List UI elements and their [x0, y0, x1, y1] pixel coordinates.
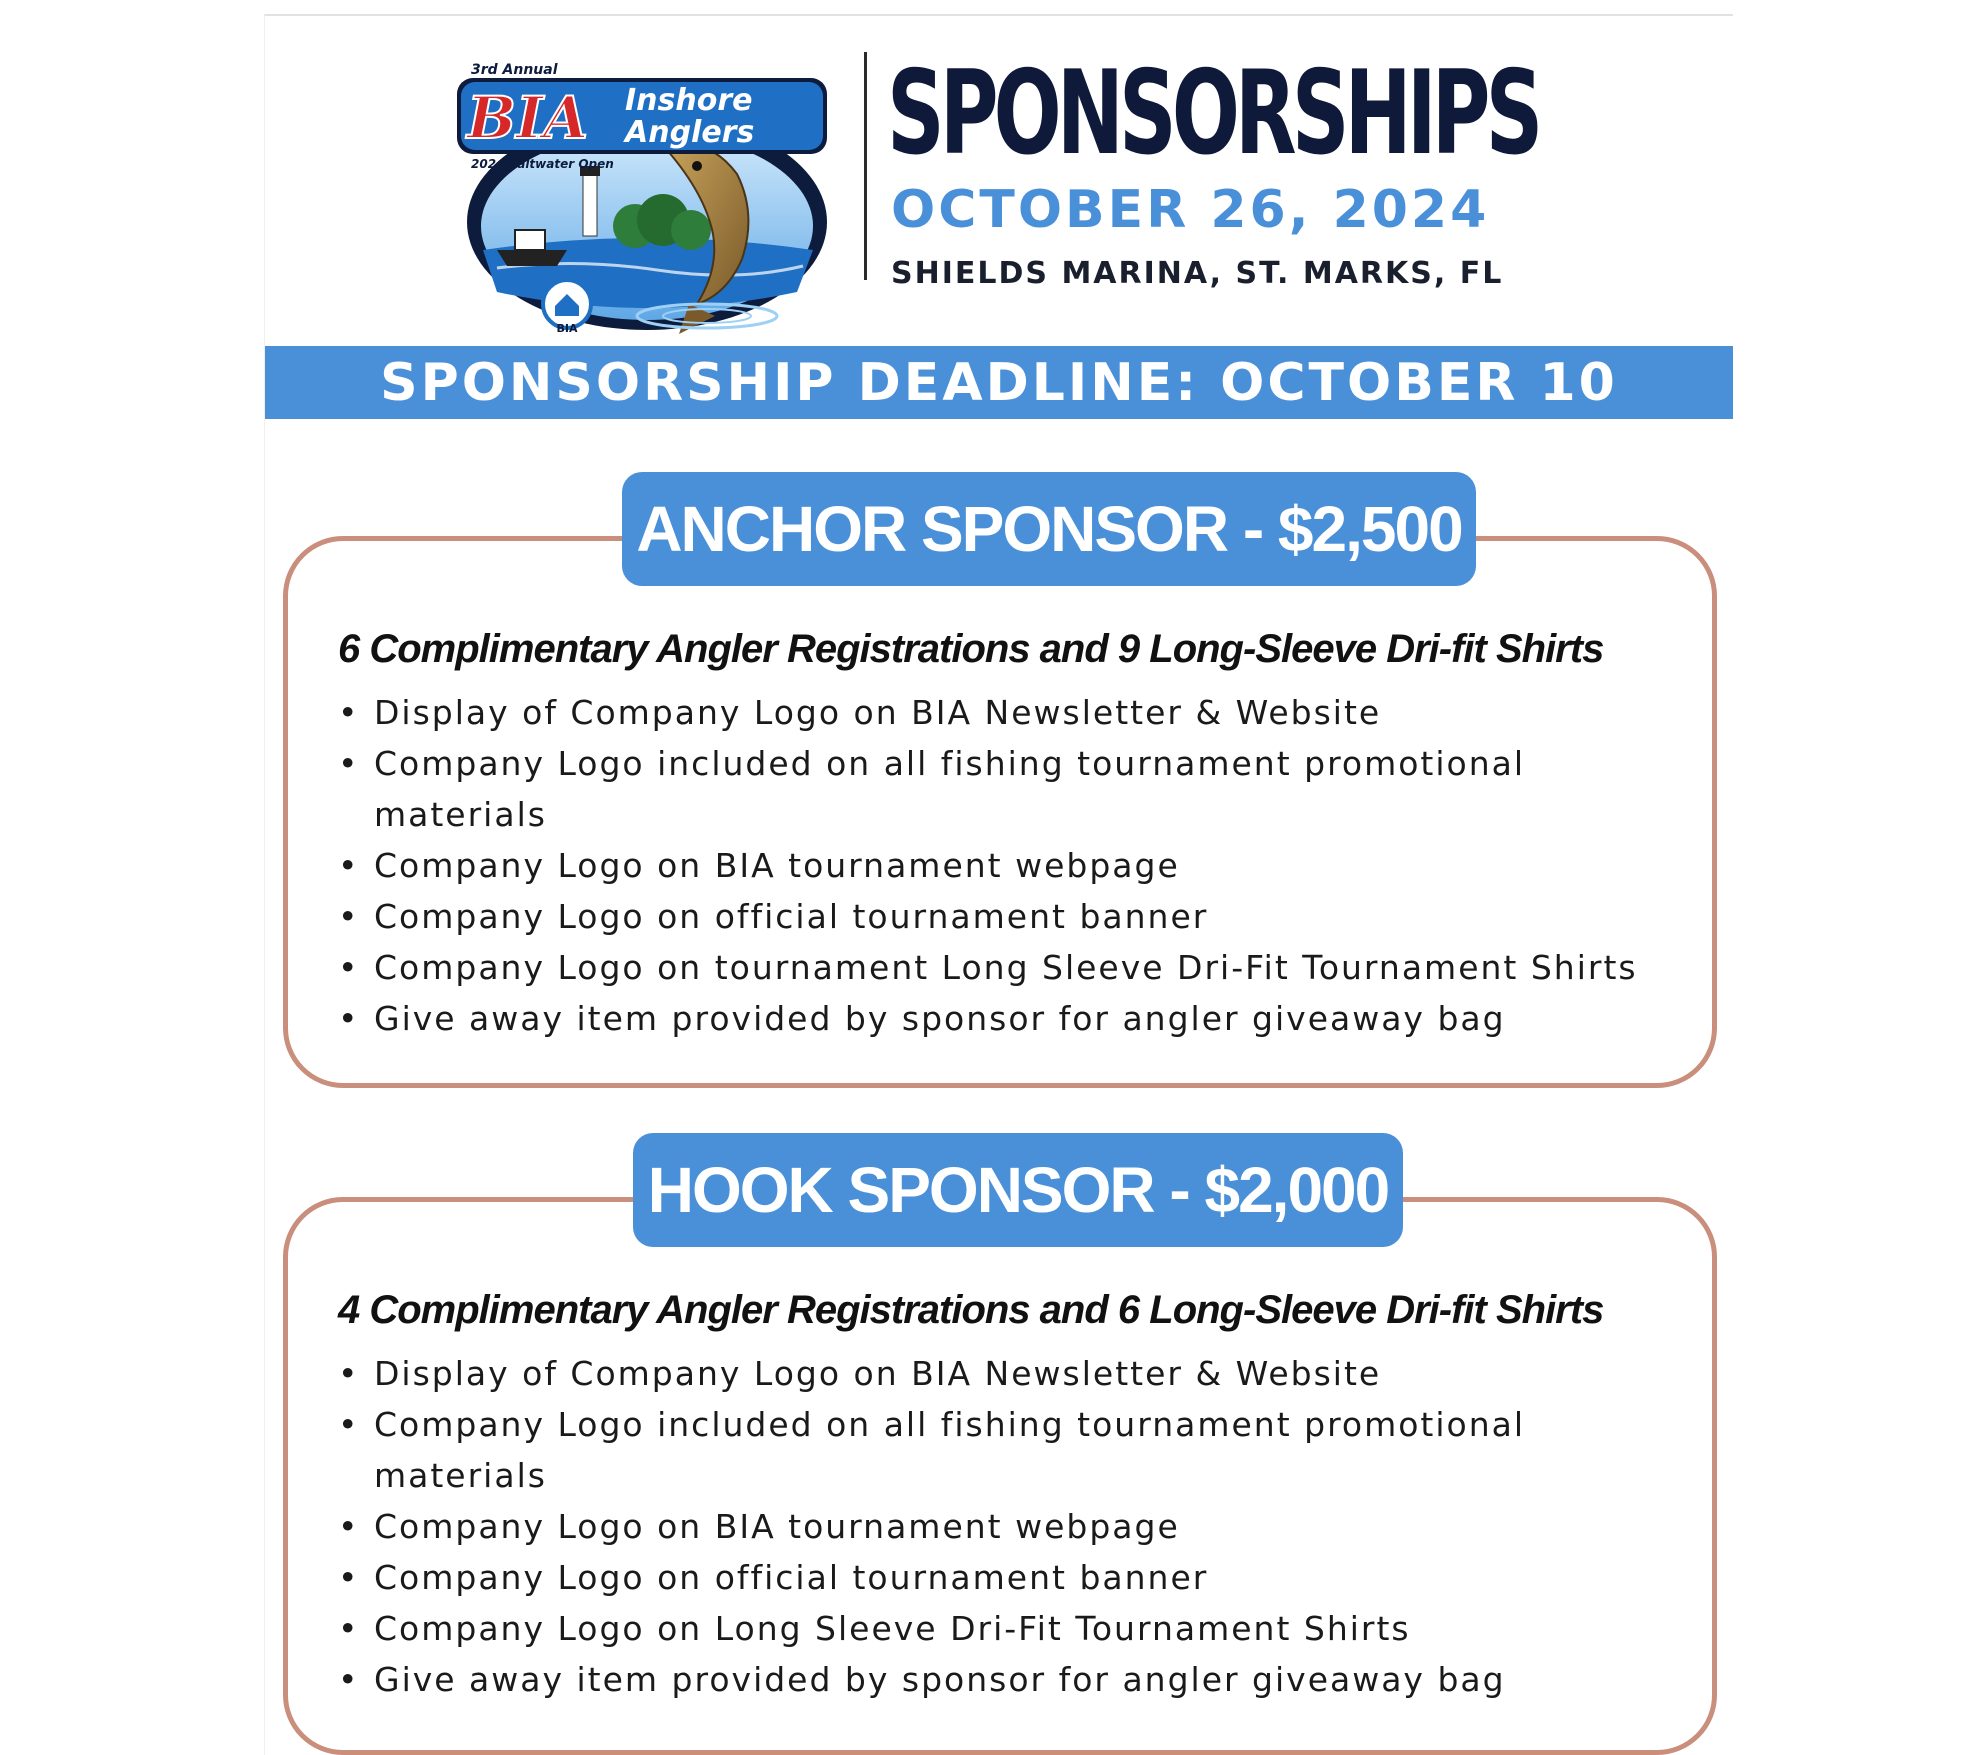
tier-card-anchor: [283, 536, 1717, 1088]
page-title: SPONSORSHIPS: [887, 46, 1539, 181]
benefit-text: Company Logo on BIA tournament webpage: [374, 1507, 1180, 1546]
bullet-icon: •: [338, 948, 360, 987]
header-divider: [864, 52, 867, 280]
logo-org-text: BIA: [467, 84, 589, 152]
deadline-banner: [265, 346, 1733, 419]
bullet-icon: •: [338, 744, 360, 783]
benefit-text: Company Logo included on all fishing tournament promotional materials: [374, 1405, 1526, 1495]
bullet-icon: •: [338, 1558, 360, 1597]
benefit-text: Company Logo on BIA tournament webpage: [374, 846, 1180, 885]
benefit-item: [336, 687, 1706, 738]
tier-title-anchor: [622, 472, 1476, 586]
benefit-list: [336, 687, 1706, 1044]
logo-edition-text: 3rd Annual: [471, 62, 558, 78]
benefit-item: [336, 891, 1706, 942]
bullet-icon: •: [338, 846, 360, 885]
benefit-text: Company Logo on tournament Long Sleeve Dri-Fit Tournament Shirts: [374, 948, 1638, 987]
logo-name-line2: Anglers: [625, 115, 755, 150]
benefit-text: Company Logo included on all fishing tournament promotional materials: [374, 744, 1526, 834]
tier-title-text: ANCHOR SPONSOR - $2,500: [636, 493, 1462, 565]
benefit-list: [336, 1348, 1706, 1705]
benefit-item: [336, 1348, 1706, 1399]
benefit-item: [336, 1501, 1706, 1552]
benefit-item: [336, 1603, 1706, 1654]
bullet-icon: •: [338, 1405, 360, 1444]
bia-inshore-anglers-logo: [457, 54, 837, 340]
tier-title-hook: [633, 1133, 1403, 1247]
benefit-item: [336, 1399, 1706, 1501]
bullet-icon: •: [338, 693, 360, 732]
benefit-text: Give away item provided by sponsor for angler giveaway bag: [374, 1660, 1506, 1699]
bullet-icon: •: [338, 1660, 360, 1699]
benefit-text: Display of Company Logo on BIA Newsletter & Website: [374, 693, 1382, 732]
bullet-icon: •: [338, 897, 360, 936]
benefit-item: [336, 993, 1706, 1044]
benefit-item: [336, 738, 1706, 840]
benefit-text: Company Logo on official tournament banner: [374, 897, 1209, 936]
benefit-item: [336, 1552, 1706, 1603]
bullet-icon: •: [338, 1354, 360, 1393]
benefit-item: [336, 840, 1706, 891]
benefit-text: Company Logo on official tournament banner: [374, 1558, 1209, 1597]
logo-event-text: 2024 Saltwater Open: [471, 157, 614, 171]
benefit-text: Display of Company Logo on BIA Newsletter & Website: [374, 1354, 1382, 1393]
bullet-icon: •: [338, 1507, 360, 1546]
flyer-sheet: [264, 14, 1733, 1755]
benefit-text: Company Logo on Long Sleeve Dri-Fit Tournament Shirts: [374, 1609, 1411, 1648]
tier-subtitle: 6 Complimentary Angler Registrations and 9 Long-Sleeve Dri-fit Shirts: [338, 627, 1604, 671]
tier-card-hook: [283, 1197, 1717, 1755]
tier-title-text: HOOK SPONSOR - $2,000: [647, 1154, 1389, 1226]
logo-badge-text: BIA: [556, 322, 578, 335]
benefit-item: [336, 1654, 1706, 1705]
bullet-icon: •: [338, 1609, 360, 1648]
tier-subtitle: 4 Complimentary Angler Registrations and 6 Long-Sleeve Dri-fit Shirts: [338, 1288, 1604, 1332]
benefit-text: Give away item provided by sponsor for angler giveaway bag: [374, 999, 1506, 1038]
event-date: OCTOBER 26, 2024: [891, 180, 1490, 240]
benefit-item: [336, 942, 1706, 993]
bullet-icon: •: [338, 999, 360, 1038]
logo-name-line1: Inshore: [625, 83, 753, 118]
event-location: SHIELDS MARINA, ST. MARKS, FL: [891, 256, 1504, 291]
deadline-text: SPONSORSHIP DEADLINE: OCTOBER 10: [380, 352, 1618, 413]
